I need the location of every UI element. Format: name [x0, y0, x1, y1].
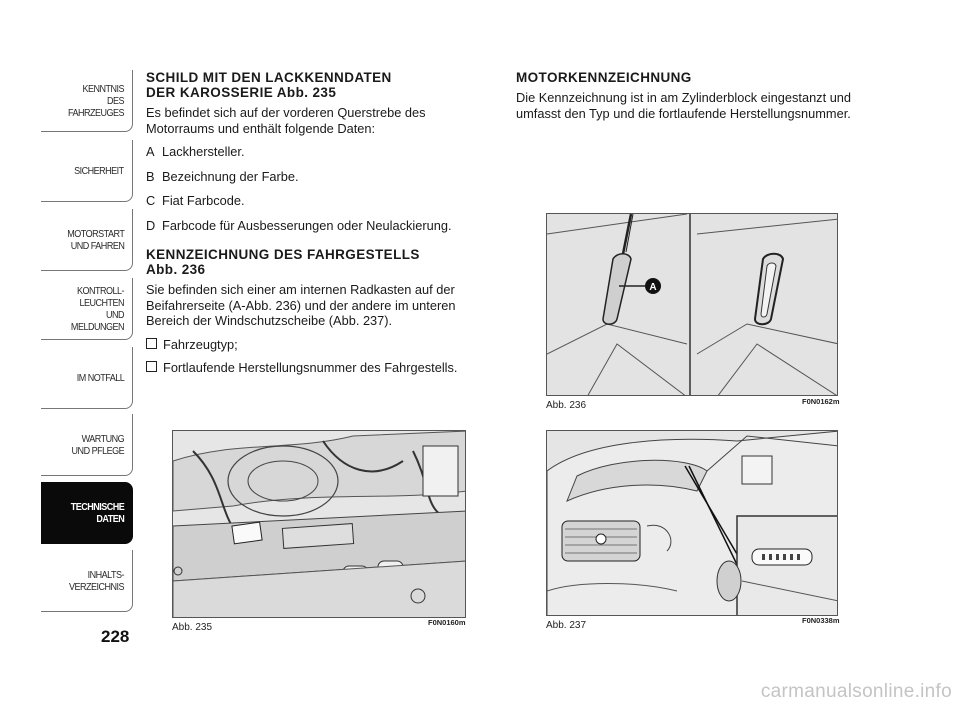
- marker-a-label: A: [649, 282, 657, 293]
- section-heading-motorkennzeichnung: MOTORKENNZEICHNUNG: [516, 70, 692, 85]
- list-item: [146, 218, 496, 234]
- item-text: Lackhersteller.: [162, 144, 245, 159]
- figure-caption: Abb. 235: [172, 622, 213, 633]
- item-text: Fiat Farbcode.: [162, 193, 245, 208]
- tab-label: MOTORSTART UND FAHREN: [66, 227, 124, 252]
- tab-sicherheit[interactable]: [41, 140, 133, 202]
- item-text: Farbcode für Ausbesserungen oder Neulackierung.: [162, 217, 452, 233]
- paragraph: Die Kennzeichnung ist in am Zylinderblock eingestanzt und umfasst den Typ und die fortlaufende Herstellungsnummer.: [516, 90, 852, 121]
- tab-label: IM NOTFALL: [76, 371, 124, 384]
- bullet-text: Fortlaufende Herstellungsnummer des Fahrgestells.: [163, 360, 458, 375]
- item-letter: D: [146, 217, 156, 233]
- tab-label: SICHERHEIT: [74, 164, 124, 177]
- paragraph: Es befindet sich auf der vorderen Querstrebe des Motorraums und enthält folgende Daten:: [146, 105, 426, 136]
- section-heading-fahrgestell: [146, 247, 496, 277]
- engine-bay-illustration: [173, 431, 466, 618]
- figure-code: F0N0338m: [802, 616, 840, 625]
- heading-line: KENNZEICHNUNG DES FAHRGESTELLS: [146, 247, 420, 262]
- figure-code: F0N0162m: [802, 397, 840, 406]
- tab-motorstart[interactable]: [41, 209, 133, 271]
- bullet-text: Fahrzeugtyp;: [163, 336, 238, 352]
- paragraph: Sie befinden sich einer am internen Radkasten auf der Beifahrerseite (A-Abb. 236) und der andere im unteren Bereich der Windschutzscheibe (Abb. 237).: [146, 282, 456, 328]
- figure-chassis-marking: [546, 213, 838, 396]
- list-item: [146, 193, 496, 209]
- heading-line: SCHILD MIT DEN LACKKENNDATEN: [146, 70, 392, 85]
- figure-reference: Abb. 236: [146, 262, 206, 277]
- tab-label: KONTROLL- LEUCHTEN UND MELDUNGEN: [70, 284, 124, 333]
- item-letter: C: [146, 193, 156, 208]
- figure-engine-bay: [172, 430, 466, 618]
- tab-label: INHALTS- VERZEICHNIS: [68, 568, 124, 593]
- item-letter: B: [146, 168, 155, 184]
- van-front-illustration: [547, 431, 838, 616]
- right-column: [516, 70, 866, 129]
- figure-code: F0N0160m: [428, 618, 466, 627]
- bullet-item: [146, 360, 496, 376]
- list-item: [146, 169, 496, 185]
- section-heading-lackkenndaten: [146, 70, 496, 100]
- heading-line: DER KAROSSERIE: [146, 85, 277, 100]
- tab-kontrollleuchten[interactable]: [41, 278, 133, 340]
- figure-reference: Abb. 235: [276, 85, 337, 100]
- item-text: Bezeichnung der Farbe.: [162, 168, 299, 184]
- tab-im-notfall[interactable]: [41, 347, 133, 409]
- tab-label: KENNTNIS DES FAHRZEUGES: [67, 82, 124, 119]
- figure-windscreen-marking: [546, 430, 838, 616]
- tab-wartung[interactable]: [41, 414, 133, 476]
- tab-kenntnis[interactable]: [41, 70, 133, 132]
- page-number: 228: [101, 627, 130, 646]
- tab-technische-daten[interactable]: [41, 482, 133, 544]
- watermark: carmanualsonline.info: [760, 681, 952, 702]
- left-column: [146, 70, 496, 384]
- bullet-item: [146, 337, 496, 353]
- figure-caption: Abb. 237: [546, 620, 587, 631]
- tab-label: WARTUNG UND PFLEGE: [71, 432, 124, 457]
- checkbox-bullet-icon: [146, 338, 157, 349]
- item-letter: A: [146, 144, 155, 159]
- chassis-marking-illustration: [547, 214, 838, 396]
- tab-label: TECHNISCHE DATEN: [70, 500, 124, 525]
- list-item: [146, 144, 496, 160]
- tab-inhaltsverzeichnis[interactable]: [41, 550, 133, 612]
- data-list: [146, 144, 496, 233]
- checkbox-bullet-icon: [146, 361, 157, 372]
- figure-caption: Abb. 236: [546, 400, 587, 411]
